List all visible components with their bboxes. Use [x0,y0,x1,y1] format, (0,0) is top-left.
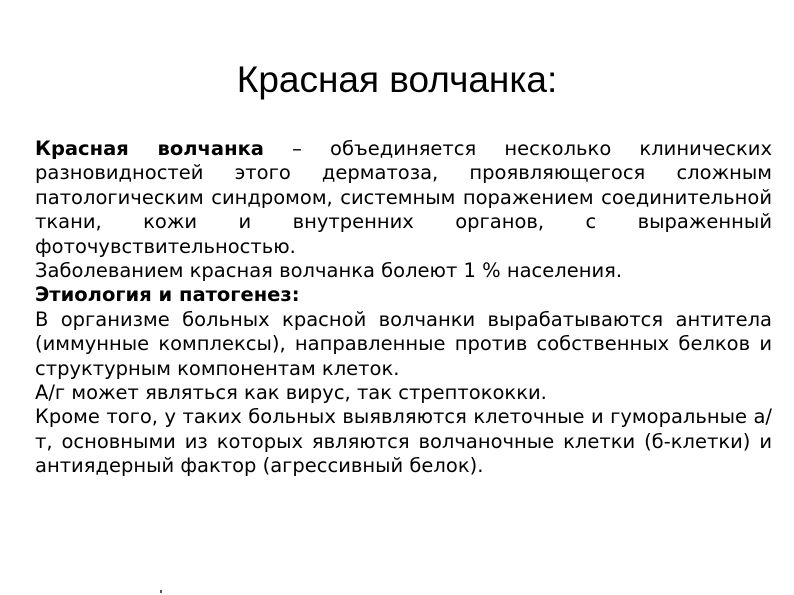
prevalence-paragraph: Заболеванием красная волчанка болеют 1 % населения. [35,259,623,283]
etiology-paragraph-cells: Кроме того, у таких больных выявляются клеточные и гуморальные а/т, основными из которых являются волчаночные клетки (б-клетки) и антиядерный фактор (агрессивный белок). [35,405,772,478]
etiology-paragraph-antibodies: В организме больных красной волчанки вырабатываются антитела (иммунные комплексы), направленные против собственных белков и структурным компонентам клеток. [35,307,772,380]
etiology-paragraph-antigen: А/г может являться как вирус, так стрептококки. [35,381,547,405]
footer-mark [160,590,162,593]
slide-title: Красная волчанка: [236,59,558,100]
intro-definition: – объединяется несколько клинических разновидностей этого дерматоза, проявляющегося сложным патологическим синдромом, системным поражением соединительной ткани, кожи и внутренних органов, с выраженный фоточувствительностью. [35,137,772,258]
intro-paragraph [35,137,772,259]
slide-body [35,137,772,479]
intro-term: Красная волчанка [35,137,264,160]
etiology-heading: Этиология и патогенез: [35,283,300,307]
